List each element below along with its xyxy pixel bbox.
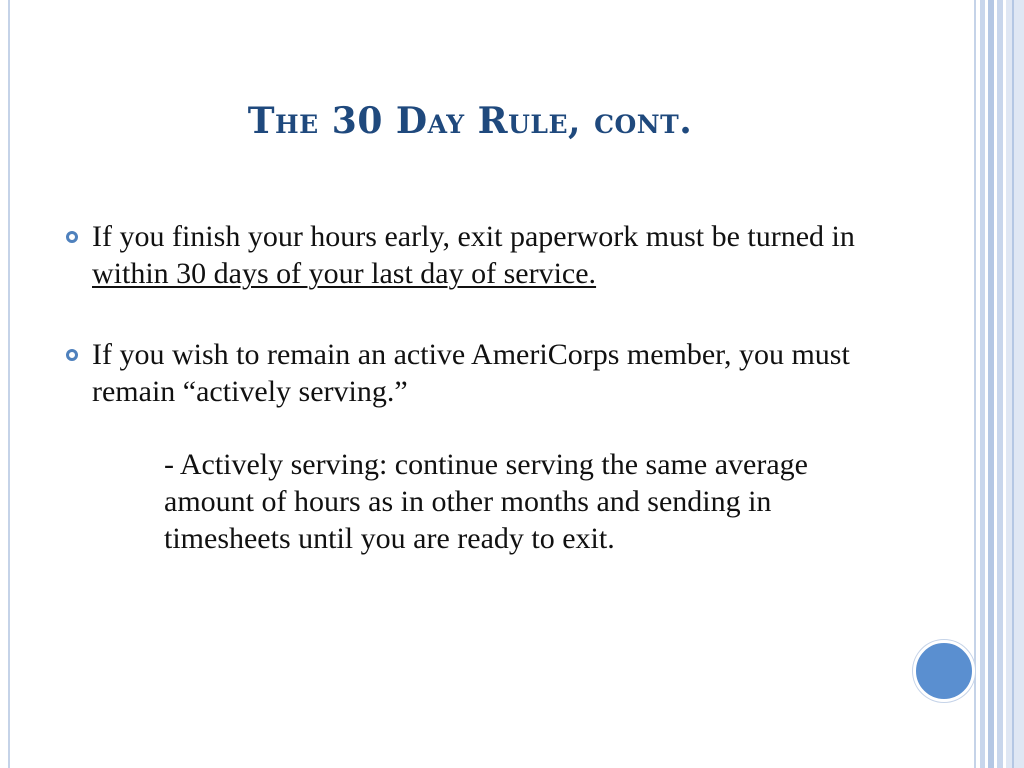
decorative-circle [913, 640, 975, 702]
slide-body [62, 218, 892, 557]
decorative-stripe [988, 0, 994, 768]
sub-point-text: - Actively serving: continue serving the same average amount of hours as in other months and sending in timesheets until you are ready to exit. [164, 448, 808, 555]
decorative-stripe [1006, 0, 1024, 768]
bullet-text: If you finish your hours early, exit paperwork must be turned in [92, 220, 855, 253]
decorative-stripe [997, 0, 1003, 768]
bullet-ring-icon [66, 349, 78, 361]
bullet-item [62, 218, 892, 292]
bullet-text: If you wish to remain an active AmeriCorps member, you must remain “actively serving.” [92, 338, 850, 408]
decorative-stripe [980, 0, 985, 768]
decorative-stripe [1012, 0, 1014, 768]
bullet-item [62, 336, 892, 410]
slide-title: The 30 Day Rule, cont. [247, 100, 693, 142]
bullet-underlined-text: within 30 days of your last day of service. [92, 257, 597, 290]
bullet-ring-icon [66, 231, 78, 243]
